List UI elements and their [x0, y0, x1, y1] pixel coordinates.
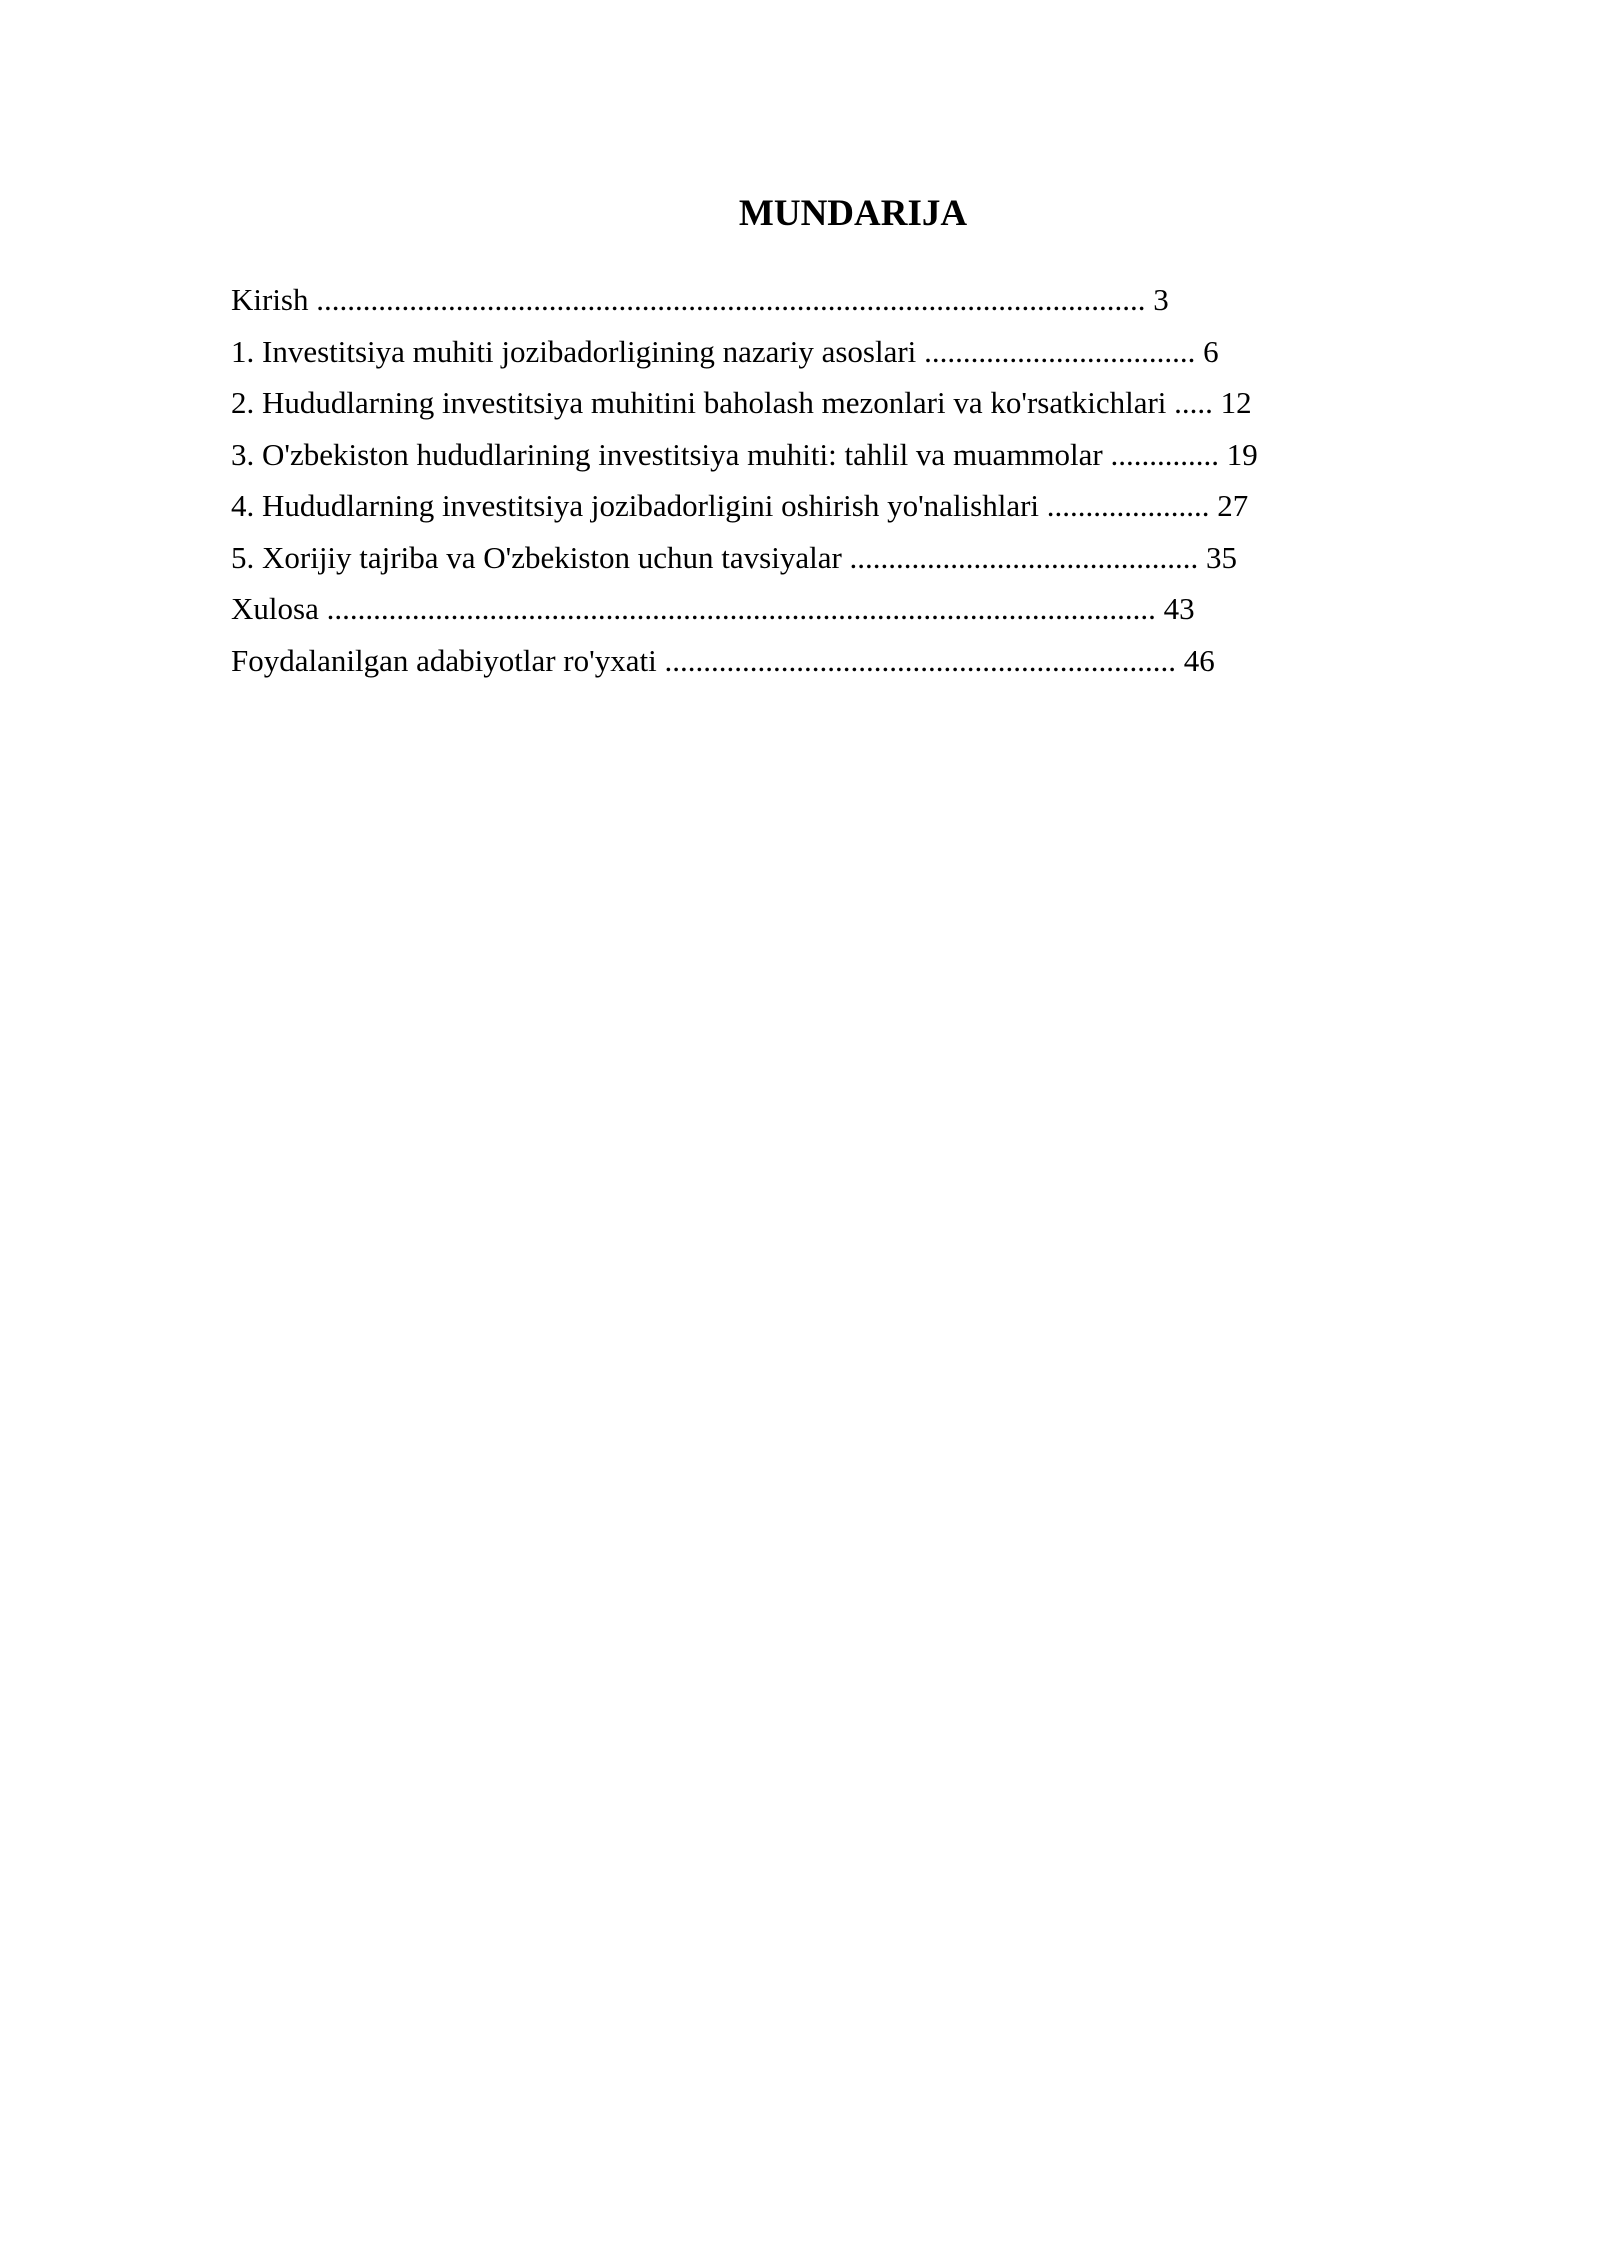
toc-entry-xulosa — [231, 583, 1381, 635]
toc-entry-dots: ..... — [1174, 385, 1213, 420]
toc-entry-dots: ........................................................................................................... — [326, 591, 1156, 626]
toc-entry-page: 27 — [1217, 488, 1249, 523]
toc-entry-page: 6 — [1203, 333, 1219, 369]
toc-entry-page: 3 — [1153, 282, 1169, 317]
table-of-contents — [231, 274, 1381, 686]
toc-entry-5 — [231, 532, 1381, 584]
toc-entry-dots: .............. — [1110, 436, 1219, 472]
toc-entry-4 — [231, 480, 1381, 532]
toc-entry-3 — [231, 429, 1381, 481]
toc-entry-text: 5. Xorijiy tajriba va O'zbekiston uchun tavsiyalar — [231, 539, 842, 575]
toc-entry-1 — [231, 326, 1381, 378]
toc-entry-text: 4. Hududlarning investitsiya jozibadorligini oshirish yo'nalishlari — [231, 488, 1040, 523]
toc-entry-text: 3. O'zbekiston hududlarining investitsiya muhiti: tahlil va muammolar — [231, 436, 1103, 472]
toc-entry-page: 43 — [1163, 591, 1195, 626]
toc-entry-page: 12 — [1220, 385, 1252, 420]
toc-entry-page: 46 — [1183, 642, 1215, 678]
toc-entry-dots: ..................... — [1046, 488, 1210, 523]
toc-entry-page: 19 — [1226, 436, 1258, 472]
toc-entry-text: 2. Hududlarning investitsiya muhitini baholash mezonlari va ko'rsatkichlari — [231, 385, 1167, 420]
toc-entry-2 — [231, 377, 1381, 429]
toc-entry-dots: ................................... — [924, 333, 1196, 369]
toc-entry-text: Foydalanilgan adabiyotlar ro'yxati — [231, 642, 657, 678]
toc-entry-dots: ........................................................................................................... — [316, 282, 1146, 317]
title-container — [0, 190, 1600, 238]
toc-entry-dots: ............................................. — [849, 539, 1199, 575]
toc-entry-kirish — [231, 274, 1381, 326]
toc-entry-adabiyotlar — [231, 635, 1381, 687]
toc-entry-text: Xulosa — [231, 591, 319, 626]
toc-entry-dots: .................................................................. — [664, 642, 1176, 678]
toc-entry-page: 35 — [1206, 539, 1238, 575]
page-title: MUNDARIJA — [738, 193, 968, 234]
toc-entry-text: Kirish — [231, 282, 309, 317]
toc-entry-text: 1. Investitsiya muhiti jozibadorligining nazariy asoslari — [231, 333, 917, 369]
